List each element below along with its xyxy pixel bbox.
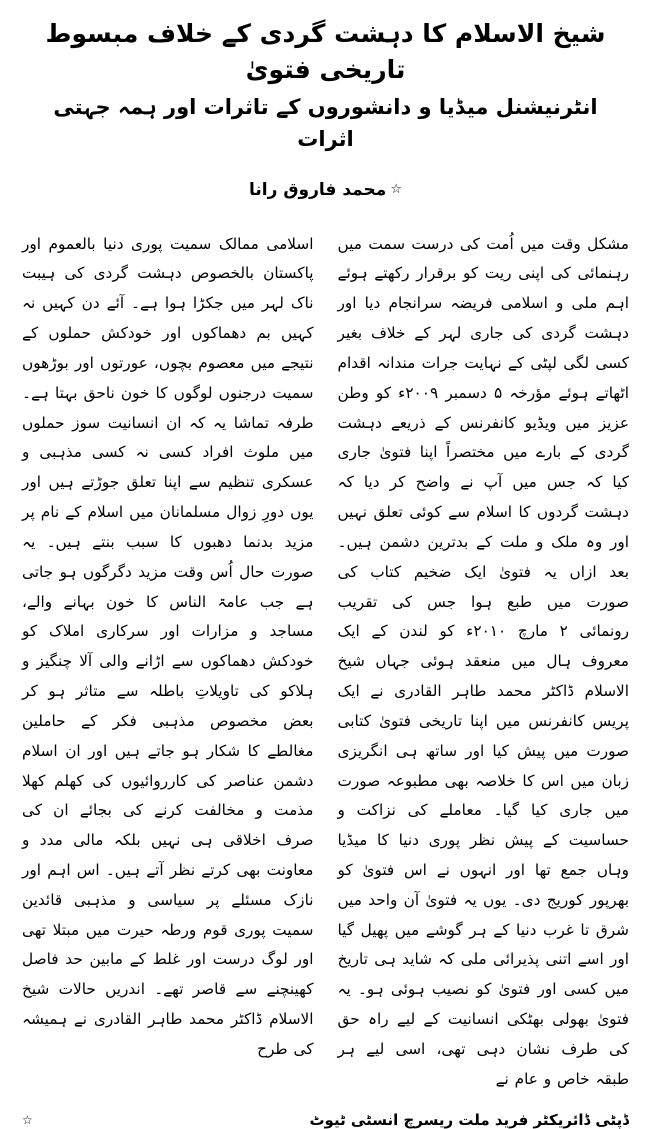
article-footer [22,1105,629,1129]
footer-star-icon: ☆ [22,1112,33,1127]
headline-line-2: انٹرنیشنل میڈیا و دانشوروں کے تاثرات اور ہمہ جہتی اثرات [53,94,598,152]
column-left-text: اسلامی ممالک سمیت پوری دنیا بالعموم اور پاکستان بالخصوص دہشت گردی کی ہیبت ناک لہر میں جکڑا ہوا ہے۔ آئے دن کہیں نہ کہیں بم دھماکوں اور خودکش حملوں کے نتیجے میں معصوم بچوں، عورتوں اور بوڑھوں سمیت درجنوں لوگوں کا خون ناحق بہتا ہے۔ طرفہ تماشا یہ کہ ان انسانیت سوز حملوں میں ملوث افراد کسی نہ کسی مذہبی و عسکری تنظیم سے اپنا تعلق جوڑتے ہیں اور یوں دورِ زوال مسلمانان میں اسلام کے نام پر مزید بدنما دھبوں کا سبب بنتے ہیں۔ یہ صورت حال اُس وقت مزید دگرگوں ہو جاتی ہے جب عامۃ الناس کا خون بہانے والے، مساجد و مزارات اور سرکاری املاک کو خودکش دھماکوں سے اڑانے والی آلا چنگیز و ہلاکو کی تاویلاتِ باطلہ سے متاثر ہو کر بعض مخصوص مذہبی فکر کے حاملین مغالطے کا شکار ہو جاتے ہیں اور ان اسلام دشمن عناصر کی کارروائیوں کی کھلم کھلا مذمت و مخالفت کرنے کی بجائے ان کی صرف اخلاقی ہی نہیں بلکہ مالی مدد و معاونت بھی کرتے نظر آتے ہیں۔ اس اہم اور نازک مسئلے پر سیاسی و مذہبی قائدین سمیت پوری قوم ورطہ حیرت میں مبتلا تھی اور لوگ درست اور غلط کے مابین حد فاصل کھینچنے سے قاصر تھے۔ اندریں حالات شیخ الاسلام ڈاکٹر محمد طاہر القادری نے ہمیشہ کی طرح [22,234,314,1058]
author-name: محمد فاروق رانا [249,179,387,200]
article-byline [22,180,629,200]
article-body [22,230,629,1095]
column-left [22,230,314,1095]
star-icon: ☆ [390,181,402,197]
column-right [338,230,630,1095]
footer-designation: ڈپٹی ڈائریکٹر فرید ملت ریسرچ انسٹی ٹیوٹ [309,1110,629,1129]
column-right-text: مشکل وقت میں اُمت کی درست سمت میں رہنمائی کی اپنی ریت کو برقرار رکھتے ہوئے اہم ملی و اسلامی فریضہ سرانجام دیا اور دہشت گردی کی جاری لہر کے خلاف بغیر کسی لگی لپٹی کے نہایت جرات مندانہ اقدام اٹھاتے ہوئے مؤرخہ ۵ دسمبر ۲۰۰۹ء کو وطن عزیز میں ویڈیو کانفرنس کے ذریعے دہشت گردی کے بارے میں مختصراً اپنا فتویٰ جاری کیا کہ جس میں آپ نے واضح کر دیا کہ دہشت گردوں کا اسلام سے کوئی تعلق نہیں اور وہ ملک و ملت کے بدترین دشمن ہیں۔ بعد ازاں یہ فتویٰ ایک ضخیم کتاب کی صورت میں طبع ہوا جس کی تقریب رونمائی ۲ مارچ ۲۰۱۰ء کو لندن کے ایک معروف ہال میں منعقد ہوئی جہاں شیخ الاسلام ڈاکٹر محمد طاہر القادری نے ایک پریس کانفرنس میں اپنا تاریخی فتویٰ کتابی صورت میں پیش کیا اور ساتھ ہی انگریزی زبان میں اس کا خلاصہ بھی مطبوعہ صورت میں جاری کیا گیا۔ معاملے کی نزاکت و حساسیت کے پیش نظر پوری دنیا کا میڈیا وہاں جمع تھا اور انہوں نے اس فتویٰ کو بھرپور کوریج دی۔ یوں یہ فتویٰ آن واحد میں شرق تا غرب دنیا کے ہر گوشے میں پھیل گیا اور اسے اتنی پذیرائی ملی کہ شاید ہی تاریخ میں کسی اور فتویٰ کو نصیب ہوئی ہو۔ یہ فتویٰ بھولی بھٹکی انسانیت کے لیے راہ حق کی طرف نشان دہی تھی، اسی لیے ہر طبقہ خاص و عام نے [337,234,630,1088]
article-headline [22,16,629,166]
headline-line-1: شیخ الاسلام کا دہشت گردی کے خلاف مبسوط تاریخی فتویٰ [45,19,606,85]
